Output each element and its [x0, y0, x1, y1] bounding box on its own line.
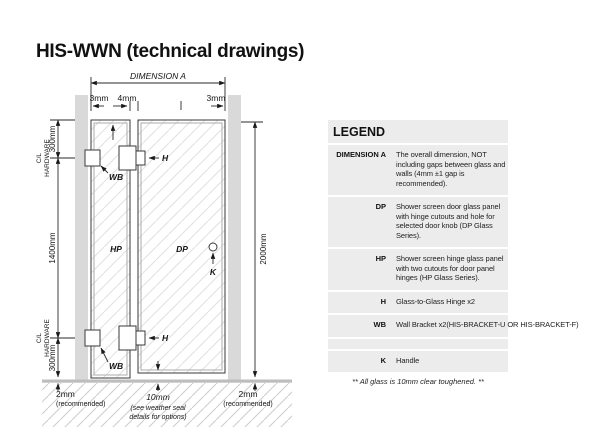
gap-left-label: 3mm	[89, 93, 109, 103]
legend-box	[328, 120, 579, 372]
legend-row-k	[328, 349, 508, 373]
legend-term: K	[380, 355, 386, 365]
cl-hardware-top-line2: HARDWARE	[44, 139, 51, 177]
legend-term: DIMENSION A	[336, 150, 386, 159]
legend-term: HP	[375, 254, 386, 263]
door-panel-label: DP	[176, 244, 188, 254]
gap-2mm-right-value: 2mm	[238, 389, 258, 399]
legend-desc: Wall Bracket x2(HIS-BRACKET-U OR HIS-BRACKET-F)	[396, 320, 579, 329]
legend-term: WB	[373, 320, 386, 329]
legend-desc: Shower screen hinge glass panel with two cutouts for door panel hinges (HP Glass Series).	[396, 254, 504, 282]
bracket-top-label: WB	[109, 172, 124, 182]
door-knob	[209, 243, 217, 251]
legend-desc: Handle	[396, 355, 420, 365]
hinge-top-large	[119, 146, 136, 170]
gap-10mm-note-line2: details for options)	[129, 414, 187, 421]
dim-2000-label: 2000mm	[259, 233, 268, 265]
floor-line	[42, 380, 292, 383]
legend-desc: The overall dimension, NOT including gaps between glass and walls (4mm ±1 gap is recommended).	[396, 150, 506, 188]
gap-middle-label: 4mm	[117, 93, 137, 103]
dim-300-top-label: 300mm	[48, 125, 57, 153]
gap-2mm-left-value: 2mm	[56, 389, 75, 399]
bracket-bottom-label: WB	[109, 361, 124, 371]
dimension-a-label: DIMENSION A	[130, 71, 186, 81]
knob-label: K	[209, 267, 217, 277]
gap-right-label: 3mm	[206, 93, 226, 103]
hinge-panel-label: HP	[110, 244, 122, 254]
legend-term: H	[380, 296, 386, 306]
wall-bracket-bottom	[85, 330, 100, 346]
gap-10mm-value: 10mm	[146, 392, 170, 402]
legend-desc: Glass-to-Glass Hinge x2	[396, 296, 475, 306]
gap-2mm-right-note: (recommended)	[223, 401, 273, 408]
legend-term: DP	[375, 202, 386, 211]
cl-hardware-top-line1: C/L	[36, 152, 43, 164]
hinge-bottom-label: H	[162, 333, 169, 343]
legend	[328, 120, 579, 386]
legend-header: LEGEND	[333, 125, 386, 139]
legend-row-spacer	[328, 337, 508, 349]
wall-right	[228, 95, 241, 380]
page-title: HIS-WWN (technical drawings)	[36, 40, 305, 62]
legend-row-h	[328, 290, 508, 314]
gap-10mm-note-line1: (see weather seal	[130, 405, 186, 412]
legend-footnote: ** All glass is 10mm clear toughened. **	[352, 377, 484, 386]
wall-bracket-top	[85, 150, 100, 166]
legend-row-hp	[328, 247, 508, 290]
gap-2mm-left-note: (recommended)	[56, 401, 106, 408]
dim-300-bottom-label: 300mm	[48, 344, 57, 372]
legend-desc: Shower screen door glass panel with hinge cutouts and hole for selected door knob (DP Glass Series).	[396, 202, 501, 240]
legend-row-dp	[328, 195, 508, 247]
legend-row-wb	[328, 313, 579, 337]
cl-hardware-bottom-line1: C/L	[36, 332, 43, 344]
dim-1400-label: 1400mm	[48, 232, 57, 264]
hinge-top-label: H	[162, 153, 169, 163]
hinge-bottom-large	[119, 326, 136, 350]
hinge-top-small	[136, 151, 145, 165]
cl-hardware-bottom-line2: HARDWARE	[44, 319, 51, 357]
hinge-bottom-small	[136, 331, 145, 345]
legend-row-dimension-a	[328, 143, 508, 195]
